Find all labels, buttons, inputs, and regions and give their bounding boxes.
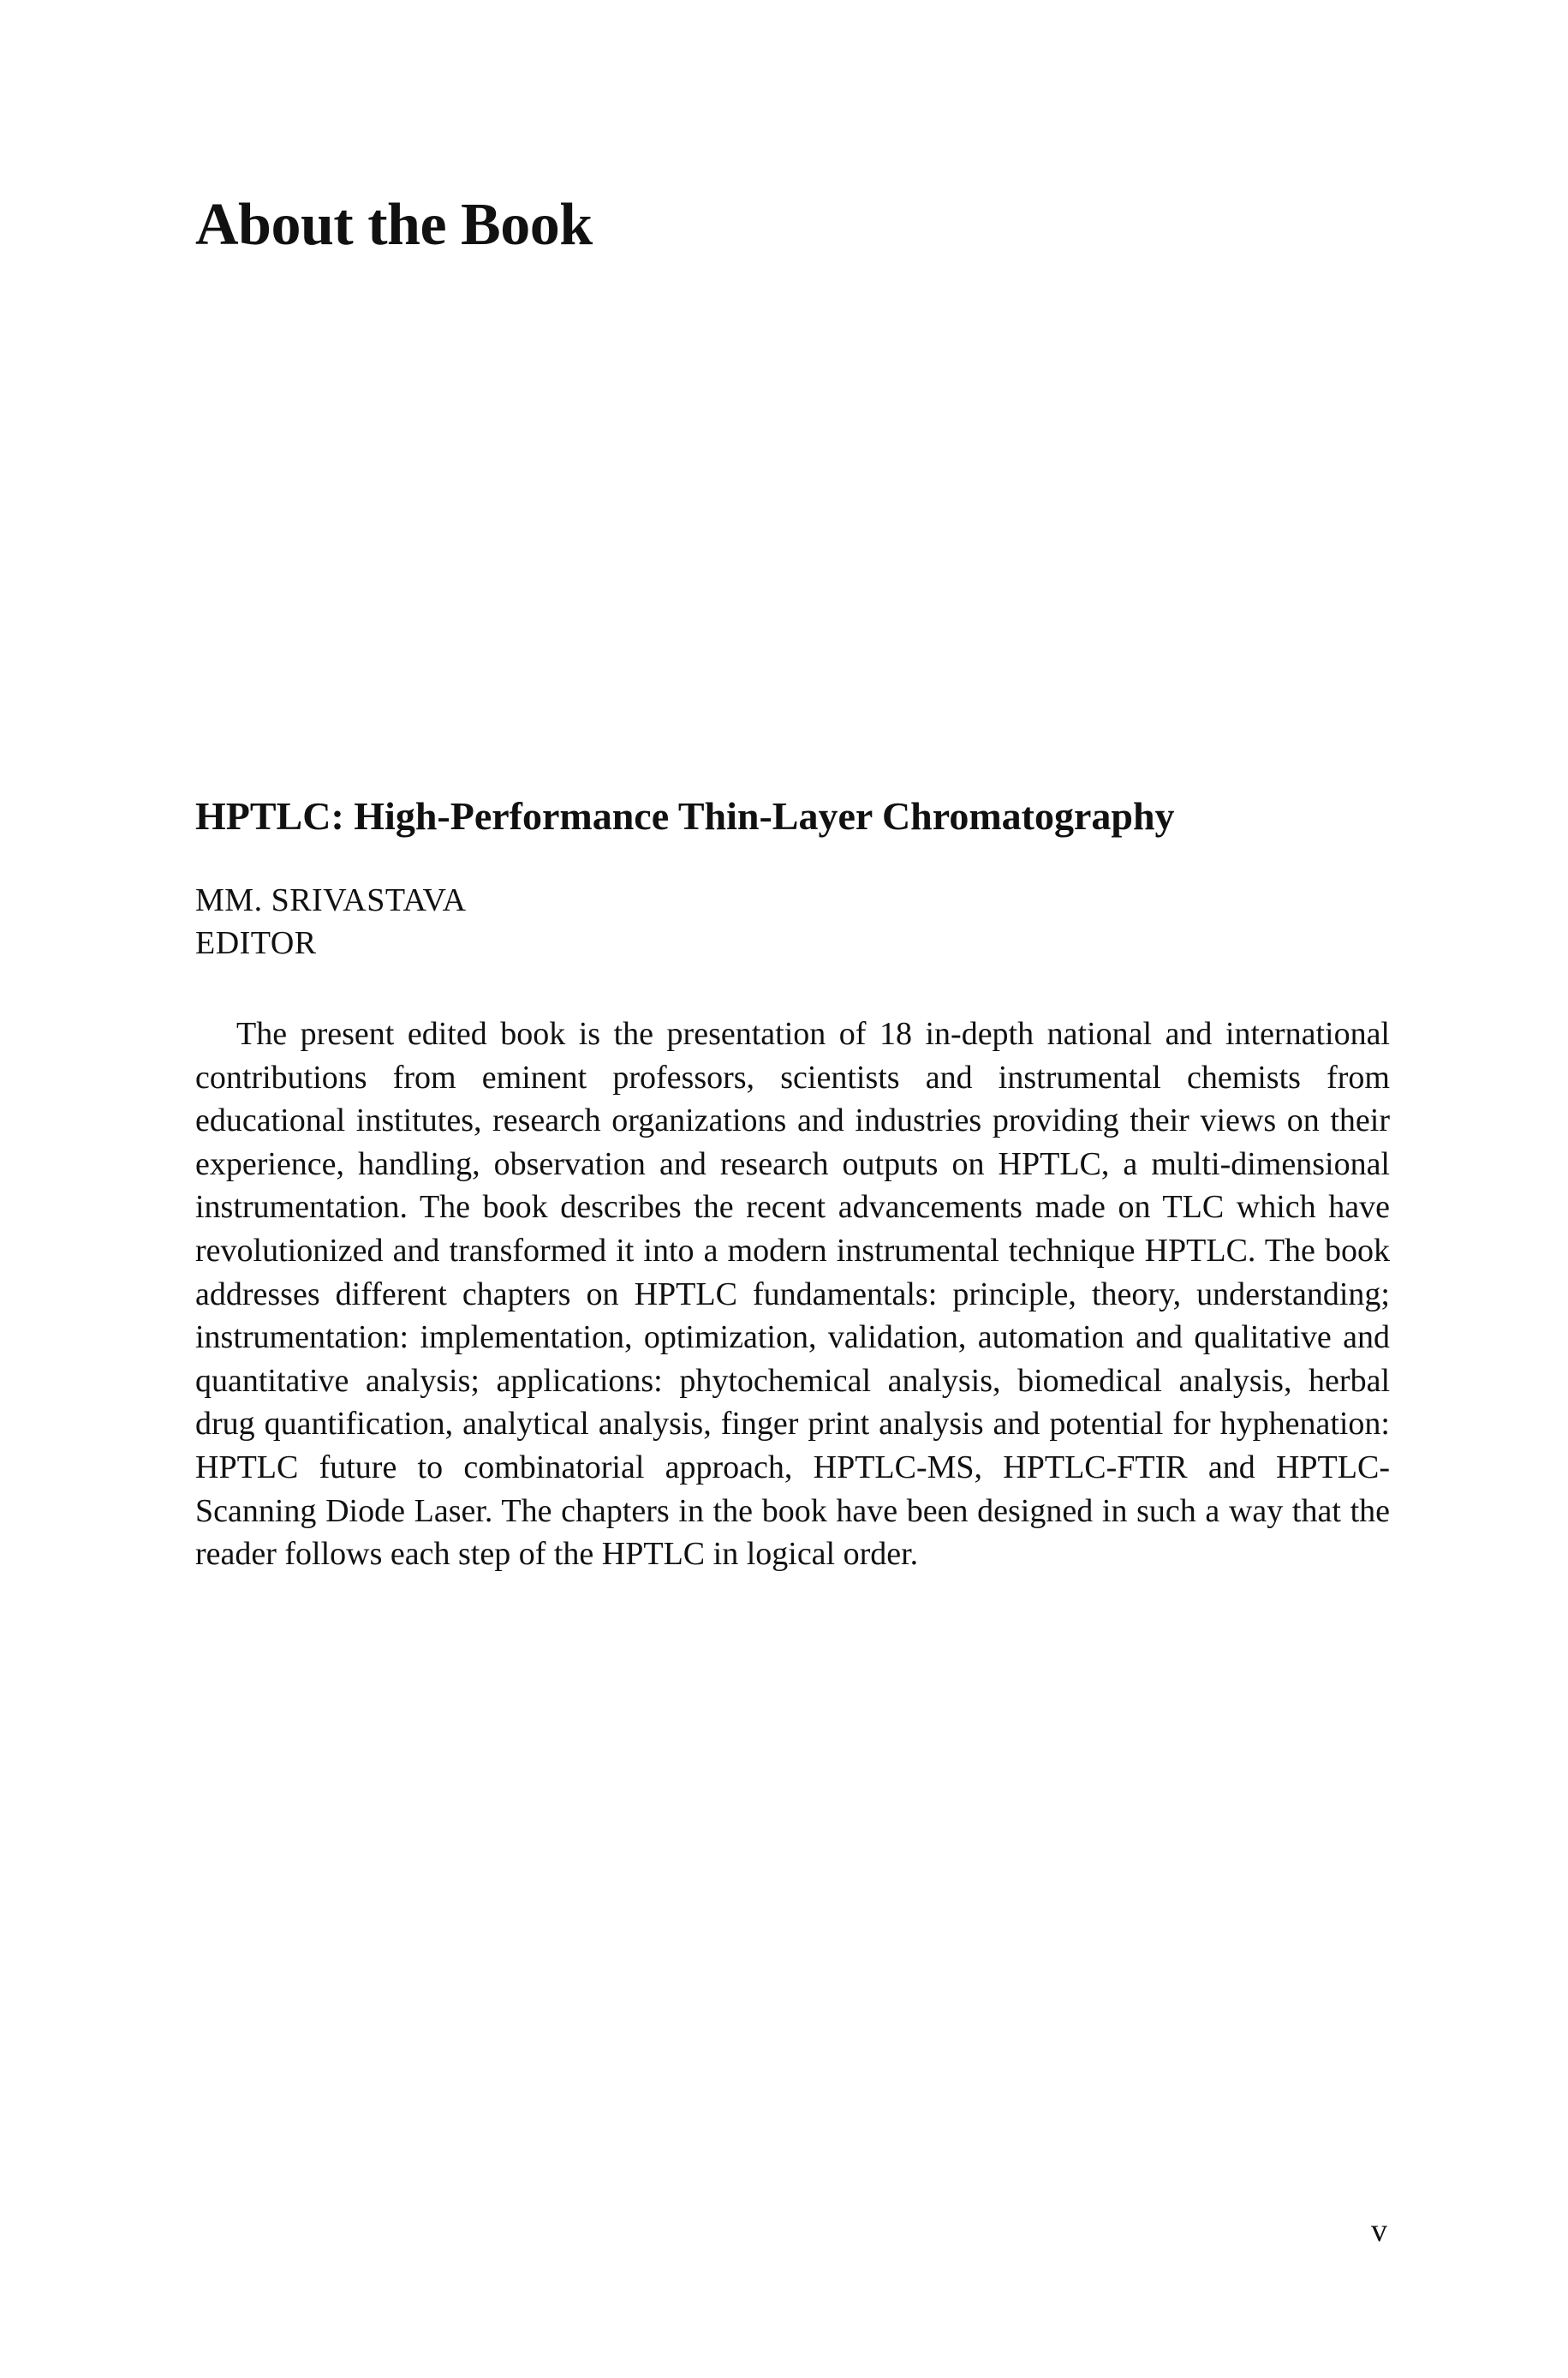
- page-number: v: [1371, 2213, 1387, 2249]
- editor-role: EDITOR: [195, 925, 317, 961]
- book-info-section: [195, 794, 1390, 1576]
- page-heading: About the Book: [195, 192, 593, 258]
- book-title: HPTLC: High-Performance Thin-Layer Chromatography: [195, 794, 1175, 838]
- book-description: The present edited book is the presentation of 18 in-depth national and international contributions from eminent professors, scientists and instrumental chemists from educational institutes, research organizations and industries providing their views on their experience, handling, observation and research outputs on HPTLC, a multi-dimensional instrumentation. The book describes the recent advancements made on TLC which have revolutionized and transformed it into a modern instrumental technique HPTLC. The book addresses different chapters on HPTLC fundamentals: principle, theory, understanding; instrumentation: implementation, optimization, validation, automation and qualitative and quantitative analysis; applications: phytochemical analysis, biomedical analysis, herbal drug quantification, analytical analysis, finger print analysis and potential for hyphenation: HPTLC future to combinatorial approach, HPTLC-MS, HPTLC-FTIR and HPTLC-Scanning Diode Laser. The chapters in the book have been designed in such a way that the reader follows each step of the HPTLC in logical order.: [195, 1016, 1390, 1573]
- editor-block: [195, 879, 1390, 965]
- editor-name: MM. SRIVASTAVA: [195, 882, 467, 918]
